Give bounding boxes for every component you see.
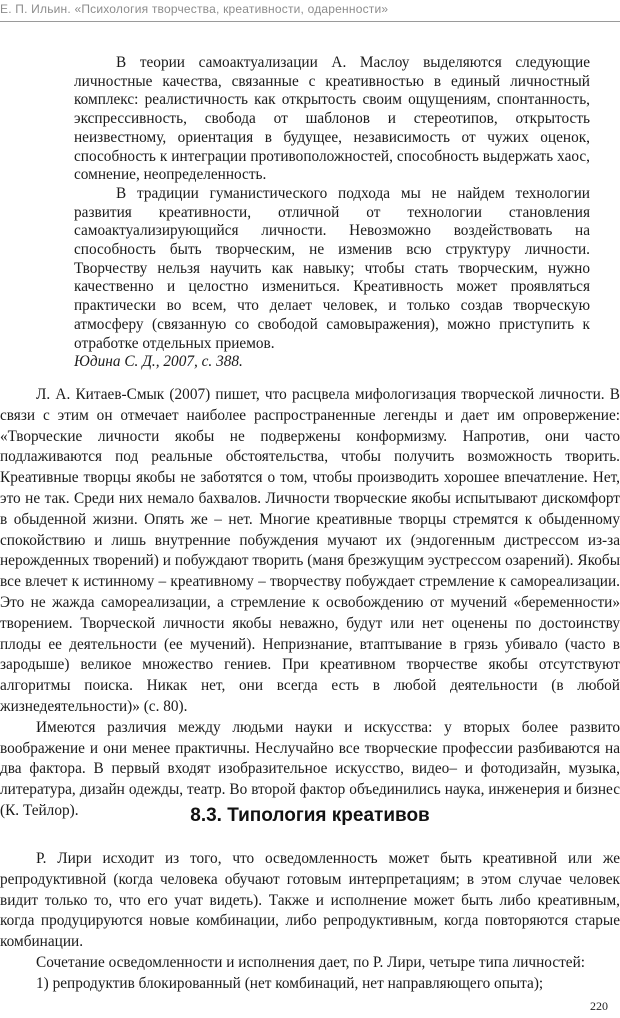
epigraph-quote: [74, 54, 590, 372]
page-number: 220: [590, 999, 608, 1013]
running-header: Е. П. Ильин. «Психология творчества, креативности, одаренности»: [0, 2, 389, 16]
header-divider: [0, 21, 620, 22]
body-paragraph: Имеются различия между людьми науки и искусства: у вторых более развито воображение и они менее практичны. Неслучайно все творческие профессии разбиваются на два фактора. В первый входят изобразительное искусство, видео– и фотодизайн, музыка, литература, дизайн одежды, театр. Во второй фактор объединились наука, инженерия и бизнес (К. Тейлор).: [0, 718, 620, 819]
quote-citation: Юдина С. Д., 2007, с. 388.: [74, 353, 243, 371]
quote-paragraph: В теории самоактуализации А. Маслоу выделяются следующие личностные качества, связанные с креативностью в единый личностный комплекс: реалистичность как открытость своим ощущениям, спонтанность, экспрессивность, свобода от шаблонов и стереотипов, открытость неизвестному, ориентация в будущее, независимость от чужих оценок, способность к интеграции противоположностей, способность выдержать хаос, сомнение, неопределенность.: [74, 54, 590, 184]
body-paragraph: Л. А. Китаев-Смык (2007) пишет, что расцвела мифологизация творческой личности. В связи с этим он отмечает наиболее распространенные легенды и дает им опровержение: «Творческие личности якобы не подвержены конформизму. Напротив, они часто подлаживаются под реальные обстоятельства, чтобы получить возможность творить. Креативные творцы якобы не заботятся о том, чтобы производить хорошее впечатление. Нет, это не так. Среди них немало бахвалов. Личности творческие якобы испытывают дискомфорт в обыденной жизни. Опять же – нет. Многие креативные творцы стремятся к обыденному спокойствию и лишь внутренние побуждения мучают их (эндогенным дистрессом из-за нерожденных творений) и побуждают творить (маня брезжущим эустрессом озарений). Якобы все влечет к истинному – креативному – творчеству побуждает стремление к самореализации. Это не жажда самореализации, а стремление к освобождению от мучений «беременности» творением. Творческой личности якобы неважно, будут или нет оценены по достоинству плоды ее деятельности (ее мучений). Непризнание, втаптывание в грязь убивало (часто в зародыше) великое множество гениев. При креативном творчестве якобы отсутствуют алгоритмы поиска. Никак нет, они всегда есть в любой деятельности (в любой жизнедеятельности)» (с. 80).: [0, 386, 620, 715]
section-text: [0, 849, 620, 995]
section-paragraph: Р. Лири исходит из того, что осведомленность может быть креативной или же репродуктивной (когда человека обучают готовым интерпретациям; в этом случае человек видит только то, что его учат видеть). Также и исполнение может быть либо креативным, когда продуцируются новые комбинации, либо репродуктивным, когда повторяются старые комбинации.: [0, 850, 620, 951]
quote-paragraph: В традиции гуманистического подхода мы не найдем технологии развития креативности, отличной от технологии становления самоактуализирующийся личности. Невозможно воздействовать на способность быть творческим, не изменив всю структуру личности. Творчеству нельзя научить как навыку; чтобы стать творческим, нужно качественно и целостно измениться. Креативность может проявляться практически во всем, что делает человек, и только создав творческую атмосферу (связанную со свободой самовыражения), можно приступить к отработке отдельных приемов.: [74, 184, 590, 352]
section-paragraph: Сочетание осведомленности и исполнения дает, по Р. Лири, четыре типа личностей:: [36, 953, 586, 971]
section-list-item: 1) репродуктив блокированный (нет комбинаций, нет направляющего опыта);: [36, 974, 544, 992]
body-text: [0, 385, 620, 822]
section-heading: 8.3. Типология креативов: [190, 805, 430, 826]
